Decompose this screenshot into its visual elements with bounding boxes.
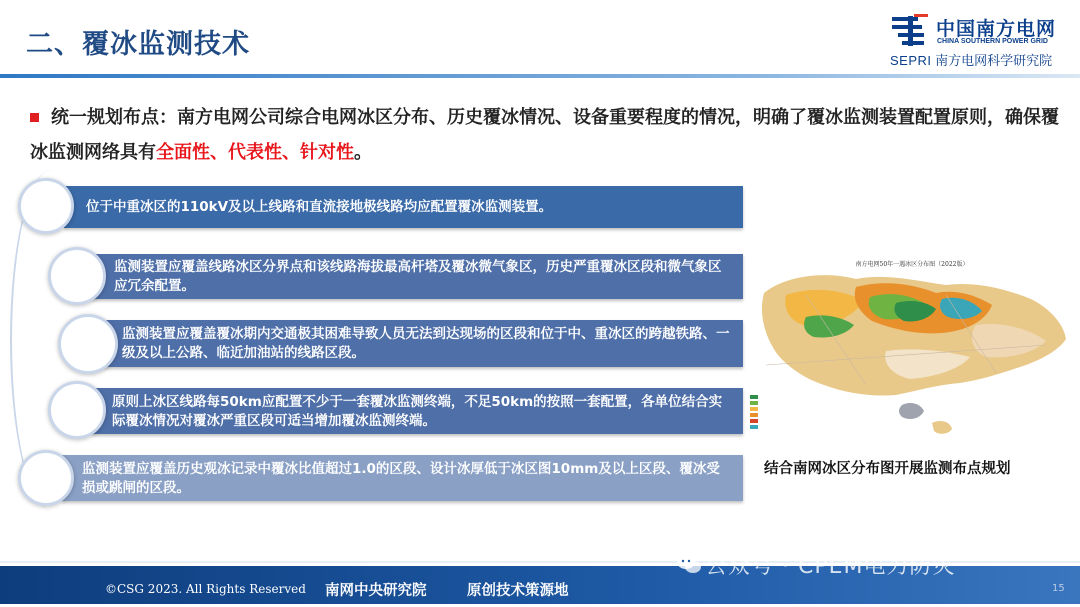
lead-highlight: 全面性、代表性、针对性 <box>156 142 354 163</box>
principle-item <box>92 254 743 299</box>
logo-chinese-name: 中国南方电网 <box>936 18 1057 40</box>
logo-institute <box>890 50 1052 69</box>
principle-text: 监测装置应覆盖覆冰期内交通极其困难导致人员无法到达现场的区段和位于中、重冰区的跨越铁路、一级及以上公路、临近加油站的线路区段。 <box>122 326 730 361</box>
principle-text: 位于中重冰区的110kV及以上线路和直流接地极线路均应配置覆冰监测装置。 <box>86 199 553 215</box>
principle-item <box>62 455 743 501</box>
principle-text: 原则上冰区线路每50km应配置不少于一套覆冰监测终端，不足50km的按照一套配置，各单位结合实际覆冰情况对覆冰严重区段可适当增加覆冰监测终端。 <box>112 394 723 429</box>
watermark-text: 公众号 · CPEM电力防灾 <box>705 554 956 579</box>
item-circle-icon <box>48 247 106 305</box>
footer-motto-1: 南网中央研究院 <box>325 583 427 599</box>
slide-title: 二、覆冰监测技术 <box>26 29 250 60</box>
slide-footer <box>0 554 1080 607</box>
lead-paragraph <box>30 100 1060 170</box>
principle-item <box>92 388 743 434</box>
ice-zone-map-image <box>746 255 1078 448</box>
item-circle-icon <box>48 381 106 439</box>
item-circle-icon <box>18 450 74 506</box>
bullet-square-icon <box>30 113 39 122</box>
principle-item <box>64 186 743 228</box>
item-circle-icon <box>58 314 118 374</box>
principle-item <box>100 320 743 367</box>
header-rule <box>0 74 1080 78</box>
ice-zone-map <box>746 255 1078 448</box>
logo-english-name: CHINA SOUTHERN POWER GRID <box>937 38 1048 45</box>
map-caption: 结合南网冰区分布图开展监测布点规划 <box>764 461 1011 477</box>
principle-text: 监测装置应覆盖线路冰区分界点和该线路海拔最高杆塔及覆冰微气象区，历史严重覆冰区段和微气象区应冗余配置。 <box>114 259 722 294</box>
csg-logo <box>890 12 1080 70</box>
lead-text: 统一规划布点：南方电网公司综合电网冰区分布、历史覆冰情况、设备重要程度的情况，明确了覆冰监测装置配置原则，确保覆冰监测网络具有 <box>30 107 1059 163</box>
wechat-icon <box>676 553 702 575</box>
principle-text: 监测装置应覆盖历史观冰记录中覆冰比值超过1.0的区段、设计冰厚低于冰区图10mm及以上区段、覆冰受损或跳闸的区段。 <box>82 461 720 496</box>
page-number: 15 <box>1052 583 1065 594</box>
csg-logo-icon <box>890 14 930 48</box>
footer-motto-2: 原创技术策源地 <box>467 583 569 599</box>
logo-sepri: SEPRI <box>890 53 932 68</box>
slide-header <box>0 0 1080 78</box>
item-circle-icon <box>18 178 74 234</box>
map-title: 南方电网50年一遇冰区分布图（2022版） <box>855 261 969 268</box>
copyright-text: ©CSG 2023. All Rights Reserved <box>105 582 306 596</box>
lead-end: 。 <box>354 142 372 163</box>
logo-institute-name: 南方电网科学研究院 <box>935 53 1053 68</box>
